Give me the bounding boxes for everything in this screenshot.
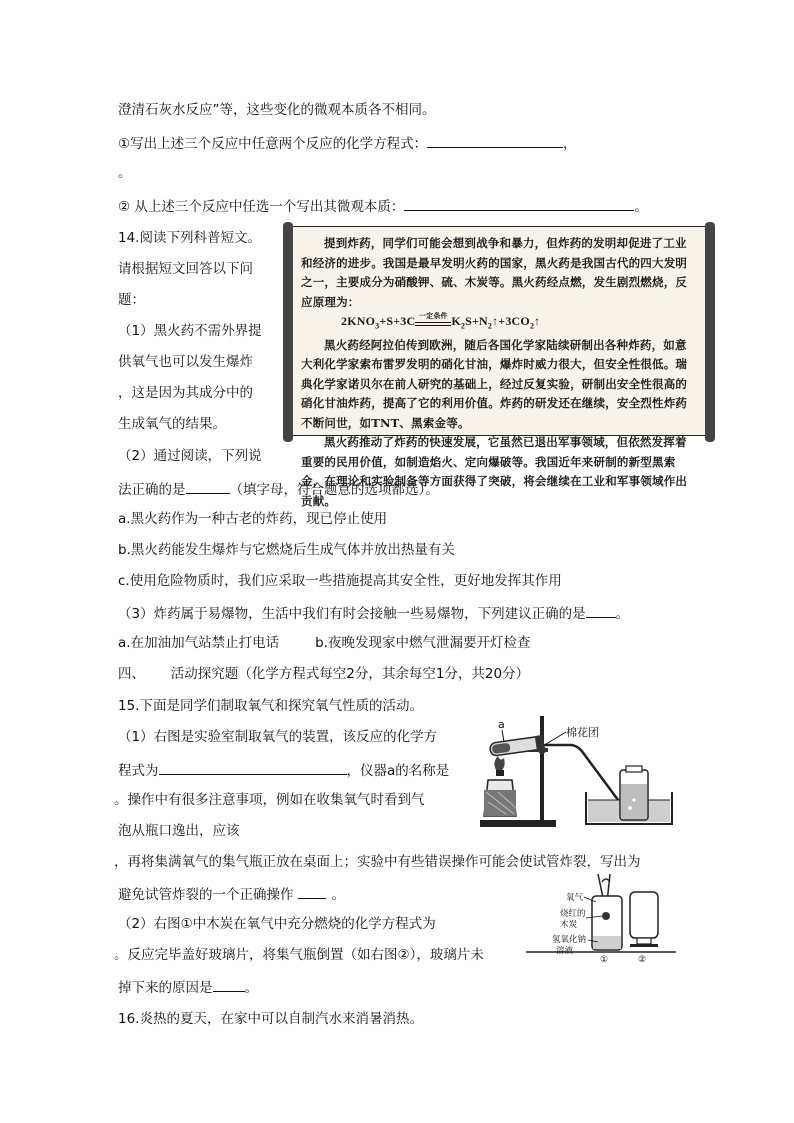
punct: 。 [615, 606, 630, 622]
option-b: b.夜晚发现家中燃气泄漏要开灯检查 [315, 635, 531, 651]
question-text: 避免试管炸裂的一个正确操作 [118, 887, 294, 903]
equation-condition: 一定条件 [415, 312, 451, 326]
text-line: 。反应完毕盖好玻璃片，将集气瓶倒置（如右图②），玻璃片未 [114, 947, 484, 963]
answer-blank[interactable] [586, 603, 616, 618]
question-text: 法正确的是 [118, 482, 186, 498]
text-line: （1）右图是实验室制取氧气的装置，该反应的化学方 [118, 729, 438, 745]
question-text: 掉下来的原因是 [118, 980, 213, 996]
scroll-roll-right [705, 222, 715, 442]
label-solution-1: 氢氧化钠 [552, 935, 587, 945]
text-line: 题： [118, 292, 145, 308]
question-text: （3）炸药属于易爆物，生活中我们有时会接触一些易爆物，下列建议正确的是 [118, 606, 586, 622]
punct: ， [563, 136, 577, 152]
option-b: b.黑火药能发生爆炸与它燃烧后生成气体并放出热量有关 [118, 542, 455, 558]
option-a: a.黑火药作为一种古老的炸药，现已停止使用 [118, 511, 388, 527]
text-line: 供氧气也可以发生爆炸 [118, 354, 253, 370]
question-line [118, 760, 449, 780]
label-charcoal-2: 木炭 [560, 920, 578, 930]
option-a: a.在加油加气站禁止打电话 [118, 635, 280, 651]
label-oxygen: 氧气 [566, 893, 584, 903]
text-line: （1）黑火药不需外界提 [118, 323, 262, 339]
chemical-equation: $2KNO_3+S+3C$ 一定条件 $K_2S+N_2↑+3CO_2↑$ [341, 312, 541, 331]
article-text [301, 234, 697, 511]
label-charcoal-1: 烧红的 [560, 909, 586, 919]
question-text: 程式为 [118, 763, 159, 779]
text-line: 请根据短文回答以下问 [118, 261, 253, 277]
label-solution-2: 溶液 [556, 946, 574, 956]
text-line: 生成氧气的结果。 [118, 416, 226, 432]
question-14: 14.阅读下列科普短文。 [118, 230, 261, 246]
text-line: 。操作中有很多注意事项，例如在收集氧气时看到气 [114, 792, 425, 808]
label-2: ② [638, 955, 647, 962]
label-1: ① [600, 955, 609, 962]
question-text: ，仪器a的名称是 [346, 763, 450, 779]
question-text: （填字母，符合题意的选项都选）。 [229, 482, 439, 498]
punct: 。 [244, 980, 258, 996]
label-a: a [498, 718, 505, 731]
answer-blank[interactable] [186, 479, 230, 494]
question-text: ② 从上述三个反应中任选一个写出其微观本质： [118, 199, 405, 215]
question-15: 15.下面是同学们制取氧气和探究氧气性质的活动。 [118, 698, 423, 714]
question-line [118, 603, 629, 623]
punct: 。 [634, 199, 648, 215]
text-line: 泡从瓶口逸出，应该 [118, 823, 240, 839]
article-paragraph-2: 黑火药经阿拉伯传到欧洲，随后各国化学家陆续研制出各种炸药，如意大利化学家索布雷罗发明的硝化甘油，爆炸时威力很大，但安全性很低。瑞典化学家诺贝尔在前人研究的基础上，经过反复实验，研制出安全性很高的硝化甘油炸药，提高了它的利用价值。炸药的研发还在继续，安全烈性炸药不断问世，如TNT、黑索金等。 [301, 337, 688, 430]
text-line: （2）通过阅读，下列说 [118, 448, 262, 464]
options-line [118, 634, 530, 652]
question-line [118, 884, 345, 904]
oxygen-apparatus-figure [474, 712, 678, 836]
text-line: 。 [118, 165, 132, 181]
text-line: 澄清石灰水反应”等，这些变化的微观本质各不相同。 [118, 102, 436, 118]
question-line [118, 479, 439, 499]
text-line: （2）右图①中木炭在氧气中充分燃烧的化学方程式为 [118, 916, 436, 932]
question-line [118, 196, 648, 216]
question-line [118, 133, 577, 153]
question-16: 16.炎热的夏天，在家中可以自制汽水来消暑消热。 [118, 1011, 423, 1027]
article-paragraph-3: 黑火药推动了炸药的快速发展，它虽然已退出军事领域，但依然发挥着重要的民用价值，如制造焰火、定向爆破等。我国近年来研制的新型黑索金，在理论和实验制备等方面获得了突破，将会继续在工业和军事领域作出贡献。 [301, 435, 688, 508]
answer-blank[interactable] [404, 196, 634, 211]
text-line: ，再将集满氧气的集气瓶正放在桌面上；实验中有些错误操作可能会使试管炸裂，写出为 [114, 854, 641, 870]
answer-blank[interactable] [213, 977, 245, 992]
option-c: c.使用危险物质时，我们应采取一些措施提高其安全性，更好地发挥其作用 [118, 573, 562, 589]
answer-blank[interactable] [427, 133, 563, 148]
text-line: ，这是因为其成分中的 [118, 385, 253, 401]
answer-blank[interactable] [298, 884, 326, 899]
answer-blank[interactable] [159, 760, 347, 775]
section-heading: 四、 活动探究题（化学方程式每空2分，其余每空1分，共20分） [118, 666, 530, 682]
charcoal-combustion-figure [526, 872, 678, 962]
article-paragraph-1: 提到炸药，同学们可能会想到战争和暴力，但炸药的发明却促进了工业和经济的进步。我国是最早发明火药的国家，黑火药是我国古代的四大发明之一，主要成分为硝酸钾、硫、木炭等。黑火药经点燃，发生剧烈燃烧，反应原理为： [301, 236, 688, 309]
punct: 。 [331, 887, 345, 903]
scroll-roll-left [283, 222, 293, 442]
question-text: ①写出上述三个反应中任意两个反应的化学方程式： [118, 136, 428, 152]
question-line [118, 977, 258, 997]
label-cotton: 棉花团 [566, 726, 599, 739]
